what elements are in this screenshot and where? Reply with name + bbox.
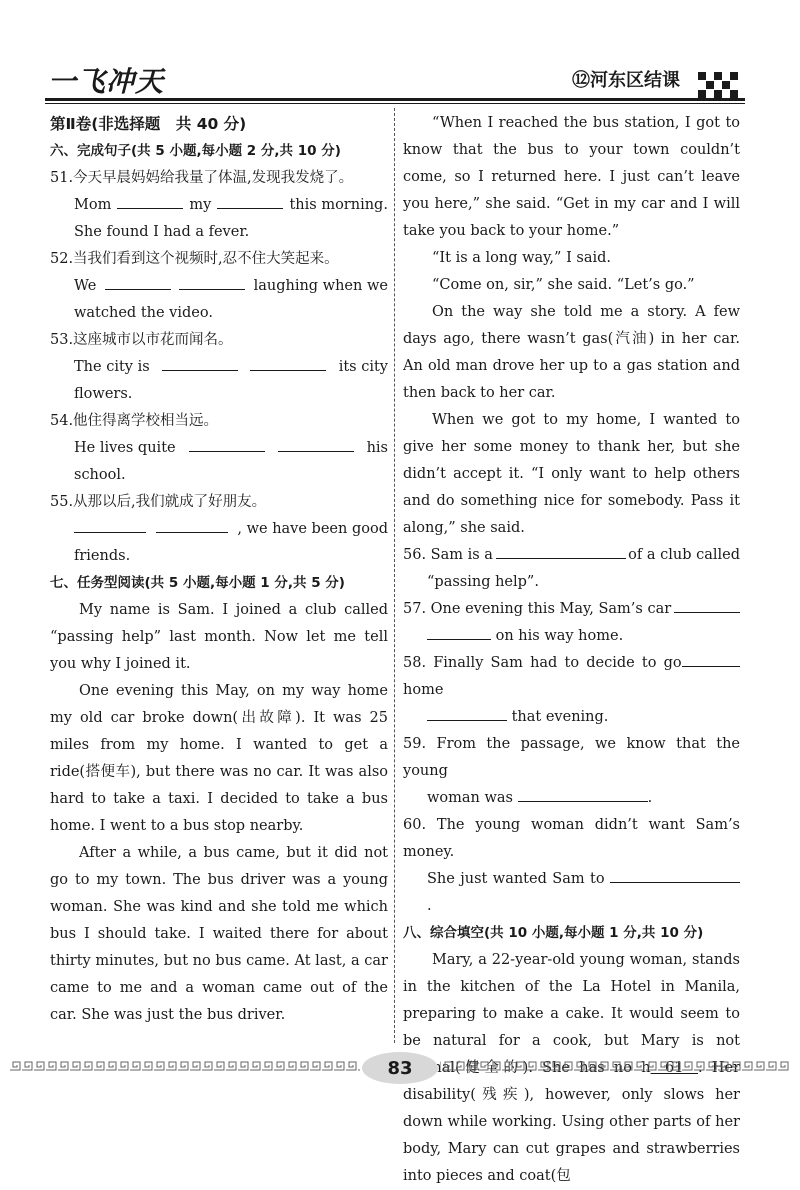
q58-blank-2[interactable] xyxy=(427,704,507,721)
passage-paragraph-4: “When I reached the bus station, I got to know that the bus to your town couldn’t come, so I returned here. I just can’t leave you here,” she said. “Get in my car and I will take you back to your home.” xyxy=(403,115,740,239)
q51-text-c: this morning. xyxy=(289,197,388,213)
passage-paragraph-7: On the way she told me a story. A few days ago, there wasn’t gas(汽油) in her car. An old man drove her up to a gas station and then back to her car. xyxy=(403,304,740,401)
q60-line: 60. The young woman didn’t want Sam’s money. xyxy=(403,817,740,860)
q54-prompt: 54.他住得离学校相当远。 xyxy=(50,413,219,429)
passage-paragraph-6: “Come on, sir,” she said. “Let’s go.” xyxy=(432,277,695,293)
q53-blank-2[interactable] xyxy=(250,354,326,371)
q54-text-b: his xyxy=(366,440,388,456)
q58-line-2 xyxy=(403,704,740,731)
q56-text-b: of a club called xyxy=(628,547,740,563)
q58-blank-1[interactable] xyxy=(682,650,740,667)
page-number: 83 xyxy=(387,1057,413,1079)
section-7-title: 七、任务型阅读(共 5 小题,每小题 1 分,共 5 分) xyxy=(50,575,345,591)
page-header xyxy=(0,0,800,110)
q59-blank[interactable] xyxy=(518,785,648,802)
passage-paragraph-3: After a while, a bus came, but it did not go to my town. The bus driver was a young woman. She was kind and she told me which bus I should take. I waited there for about thirty minutes, but no bus came. At last, a car came to me and a woman came out of the car. She was just the bus driver. xyxy=(50,845,388,1023)
q57-blank-1[interactable] xyxy=(674,596,740,613)
q59-line: 59. From the passage, we know that the young xyxy=(403,736,740,779)
q55-line-2: friends. xyxy=(74,548,131,564)
q57-text-b: on his way home. xyxy=(495,628,624,644)
q57-blank-2[interactable] xyxy=(427,623,491,640)
q51-text-a: Mom xyxy=(74,197,112,213)
q53-prompt: 53.这座城市以市花而闻名。 xyxy=(50,332,233,348)
p9-after: disability(残疾), however, only slows her down while working. Using other parts of her body, Mary can cut grapes and strawberries into pieces and coat(包 xyxy=(403,1087,740,1184)
q55-line xyxy=(50,516,388,543)
q53-text-b: its city xyxy=(338,359,388,375)
q56-text-a: 56. Sam is a xyxy=(403,547,493,563)
column-divider xyxy=(394,108,395,1043)
q60-blank[interactable] xyxy=(610,866,740,883)
q52-text-b: laughing when we xyxy=(253,278,388,294)
q51-line xyxy=(50,192,388,219)
q52-line-2: watched the video. xyxy=(74,305,213,321)
right-column xyxy=(403,110,740,1190)
q54-text-a: He lives quite xyxy=(74,440,176,456)
checker-pattern-icon xyxy=(698,72,738,98)
q52-prompt: 52.当我们看到这个视频时,忍不住大笑起来。 xyxy=(50,251,339,267)
q58-line xyxy=(403,650,740,704)
q52-blank-2[interactable] xyxy=(179,273,245,290)
passage-paragraph-8: When we got to my home, I wanted to give her some money to thank her, but she didn’t accept it. “I only want to help others and do something nice for somebody. Pass it along,” she said. xyxy=(403,412,740,536)
header-rule xyxy=(45,98,745,101)
passage-paragraph-5: “It is a long way,” I said. xyxy=(432,250,612,266)
passage-paragraph-2: One evening this May, on my way home my old car broke down(出故障). It was 25 miles from my home. I wanted to get a ride(搭便车), but there was no car. It was also hard to take a taxi. I decided to take a bus home. I went to a bus stop nearby. xyxy=(50,683,388,834)
q51-blank-1[interactable] xyxy=(117,192,183,209)
q54-blank-1[interactable] xyxy=(189,435,265,452)
q55-text-a: , we have been good xyxy=(237,521,388,537)
q60-line-2 xyxy=(403,866,740,920)
q55-blank-1[interactable] xyxy=(74,516,146,533)
q56-line-2: “passing help”. xyxy=(427,574,539,590)
page-footer xyxy=(0,1045,800,1095)
q58-text-a: 58. Finally Sam had to decide to go home xyxy=(403,655,682,698)
header-rule-thin xyxy=(45,103,745,104)
q55-blank-2[interactable] xyxy=(156,516,228,533)
q52-line xyxy=(50,273,388,300)
q57-text-a: 57. One evening this May, Sam’s car xyxy=(403,601,672,617)
brand-title: 一飞冲天 xyxy=(48,65,165,98)
q56-blank[interactable] xyxy=(496,542,626,559)
q60-text-b: She just wanted Sam to xyxy=(427,871,605,887)
q53-line xyxy=(50,354,388,381)
section-8-title: 八、综合填空(共 10 小题,每小题 1 分,共 10 分) xyxy=(403,925,704,941)
q52-text-a: We xyxy=(74,278,97,294)
p9-before: Mary, a 22-year-old young woman, stands in the kitchen of the La Hotel in Manila, preparing to make a cake. It would seem to be natural for a cook, but Mary is not xyxy=(403,952,740,1049)
q57-line-2 xyxy=(403,623,740,650)
q52-blank-1[interactable] xyxy=(105,273,171,290)
q55-prompt: 55.从那以后,我们就成了好朋友。 xyxy=(50,494,267,510)
q51-blank-2[interactable] xyxy=(217,192,283,209)
q54-line xyxy=(50,435,388,462)
q54-blank-2[interactable] xyxy=(278,435,354,452)
q59-text-b: woman was xyxy=(427,790,513,806)
q59-end: . xyxy=(647,790,653,806)
q54-line-2: school. xyxy=(74,467,126,483)
series-label: ⑫河东区结课 xyxy=(572,70,680,91)
volume-title: 第Ⅱ卷(非选择题 共 40 分) xyxy=(50,115,247,133)
q51-prompt: 51.今天早晨妈妈给我量了体温,发现我发烧了。 xyxy=(50,170,354,186)
q51-line-2: She found I had a fever. xyxy=(74,224,250,240)
q53-line-2: flowers. xyxy=(74,386,133,402)
left-column xyxy=(50,110,388,1029)
passage-paragraph-1: My name is Sam. I joined a club called “passing help” last month. Now let me tell you why I joined it. xyxy=(50,602,388,672)
q56-line xyxy=(403,542,740,569)
q57-line xyxy=(403,596,740,623)
q59-line-2 xyxy=(403,785,740,812)
q51-text-b: my xyxy=(189,197,212,213)
q60-end: . xyxy=(427,898,432,914)
q53-blank-1[interactable] xyxy=(162,354,238,371)
q58-text-b: that evening. xyxy=(511,709,609,725)
section-6-title: 六、完成句子(共 5 小题,每小题 2 分,共 10 分) xyxy=(50,143,341,159)
q53-text-a: The city is xyxy=(74,359,150,375)
